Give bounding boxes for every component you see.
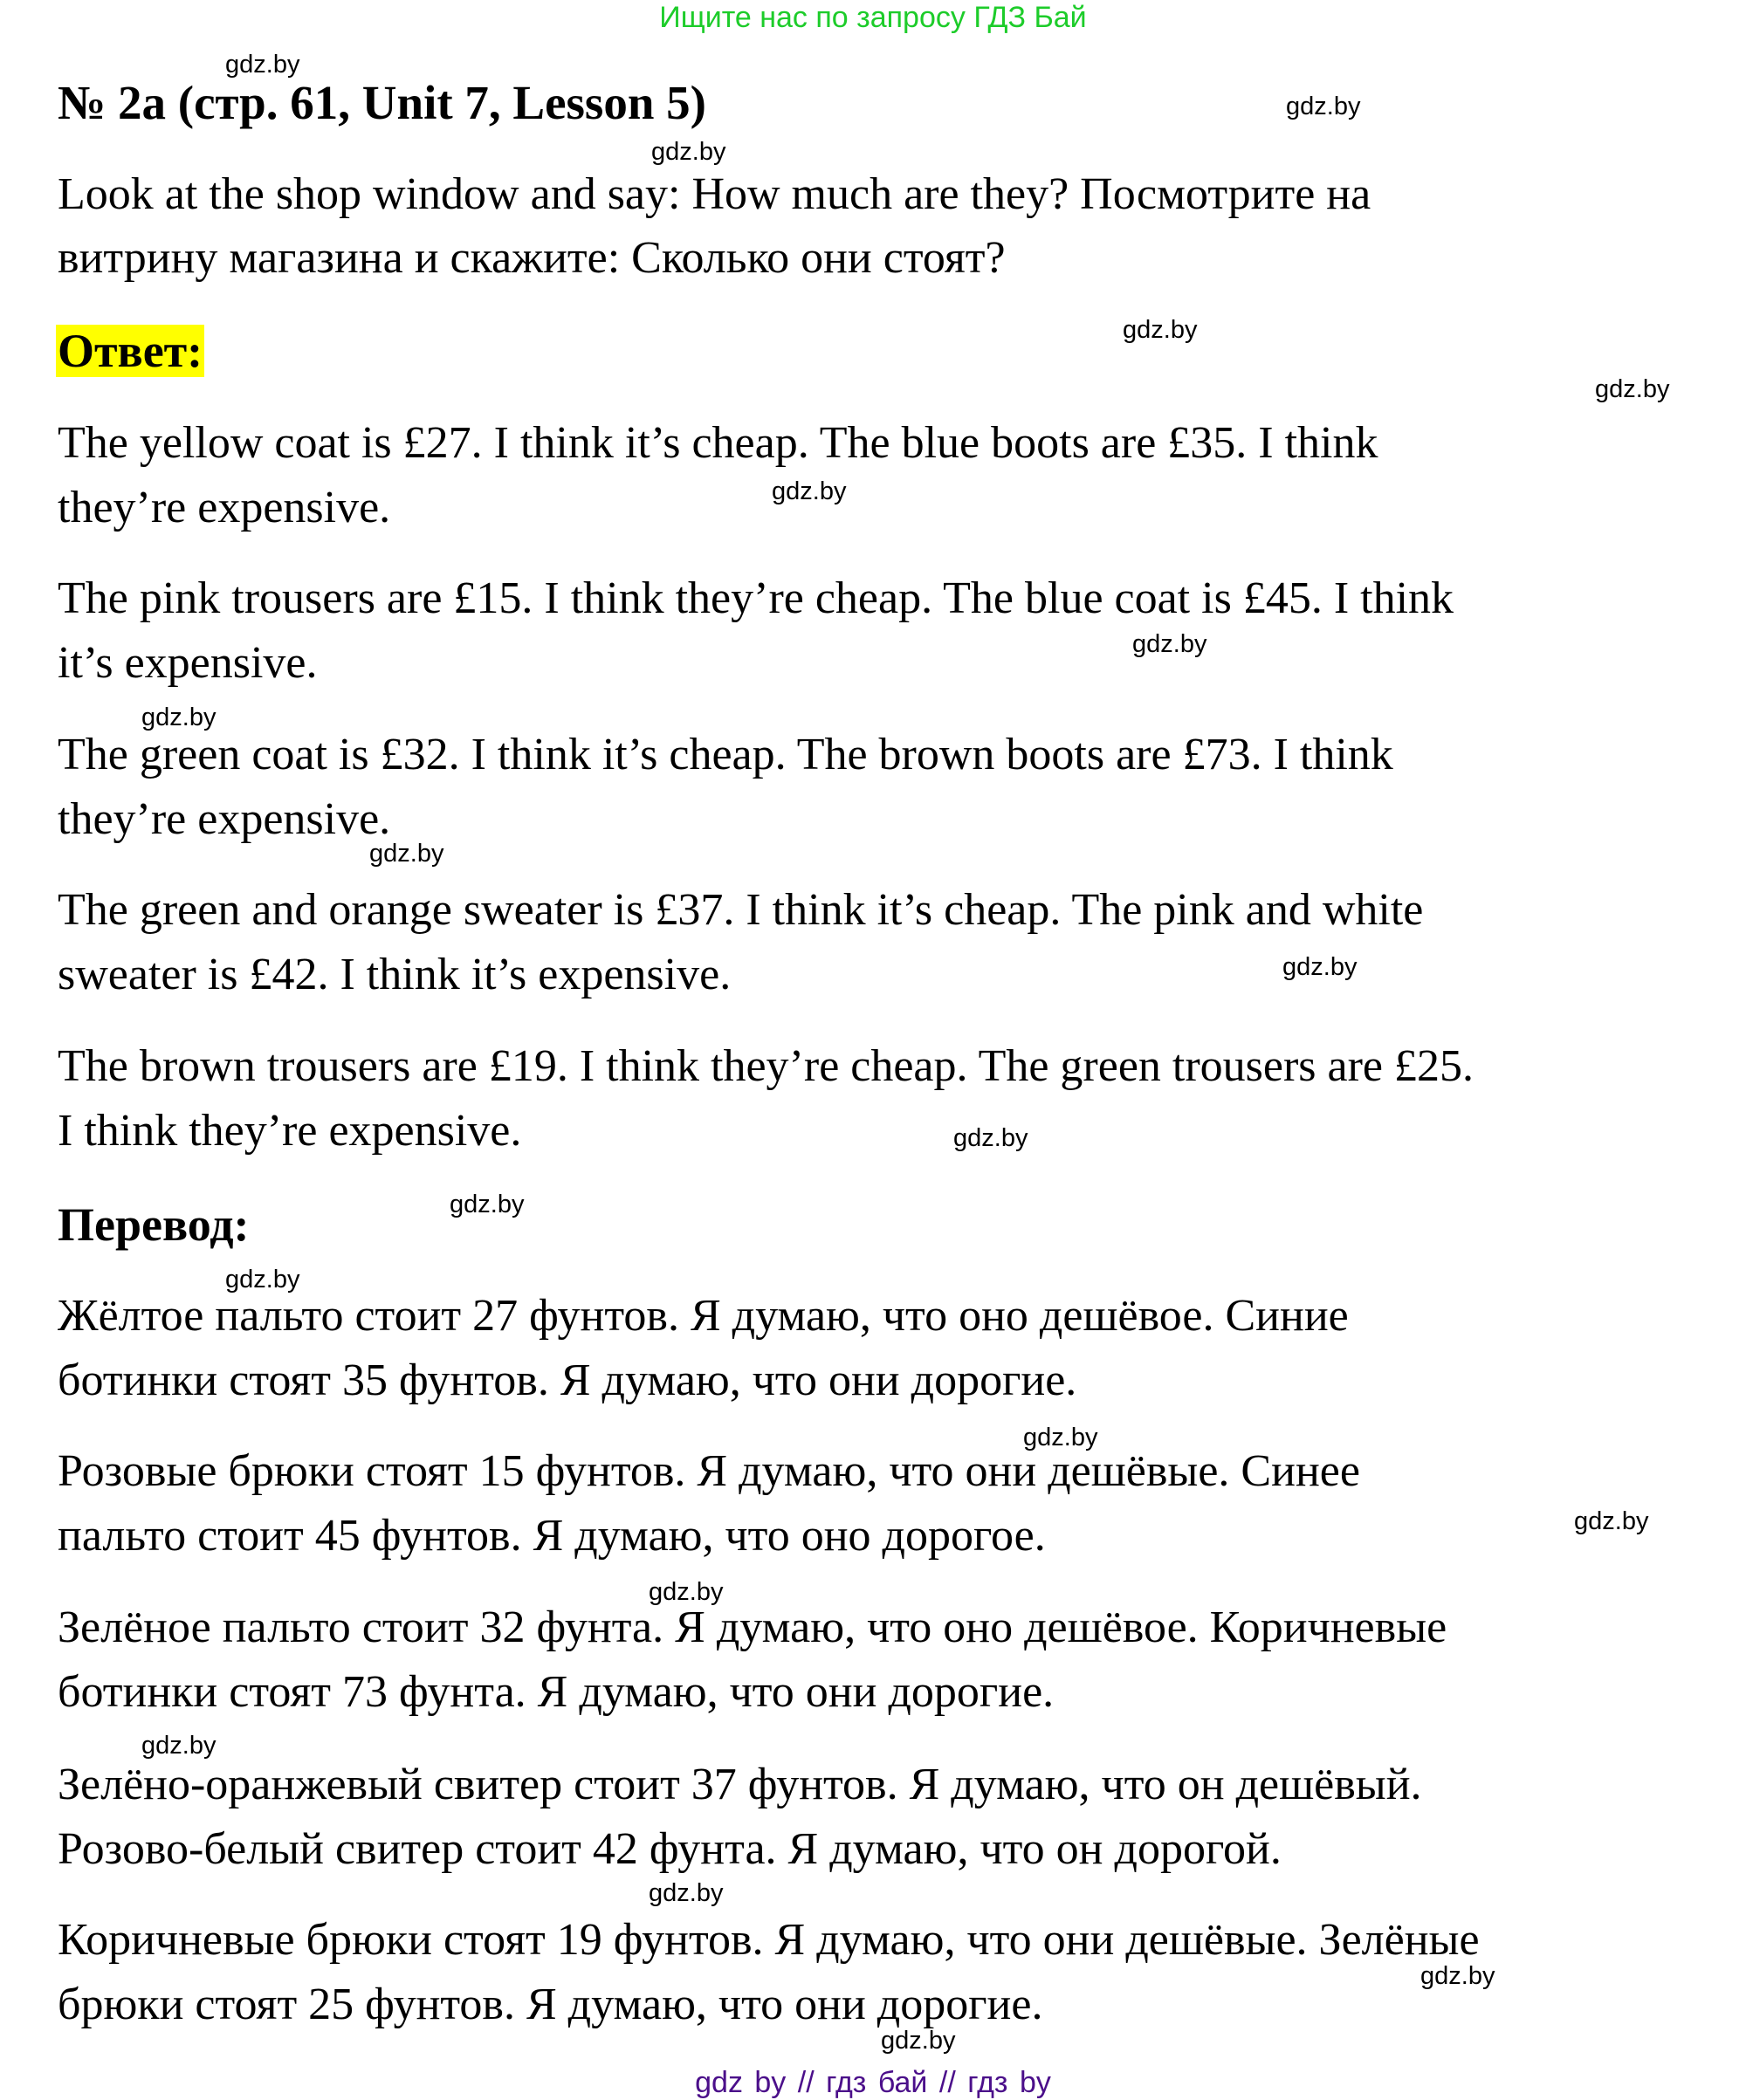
watermark: gdz.by: [1282, 953, 1358, 981]
translation-4-line-2: Розово-белый свитер стоит 42 фунта. Я думаю, что он дорогой.: [58, 1824, 1282, 1874]
translation-5-line-2: брюки стоят 25 фунтов. Я думаю, что они дорогие.: [58, 1980, 1043, 2029]
watermark: gdz.by: [1574, 1507, 1649, 1535]
watermark: gdz.by: [1286, 93, 1361, 120]
answer-4-line-2: sweater is £42. I think it’s expensive.: [58, 950, 732, 999]
answer-5-line-2: I think they’re expensive.: [58, 1106, 522, 1156]
watermark: gdz.by: [772, 477, 847, 505]
translation-4-line-1: Зелёно-оранжевый свитер стоит 37 фунтов. Я думаю, что он дешёвый.: [58, 1760, 1422, 1809]
answer-2-line-1: The pink trousers are £15. I think they’re cheap. The blue coat is £45. I think: [58, 573, 1454, 623]
translation-5-line-1: Коричневые брюки стоят 19 фунтов. Я думаю, что они дешёвые. Зелёные: [58, 1915, 1480, 1965]
answer-5-line-1: The brown trousers are £19. I think they’re cheap. The green trousers are £25.: [58, 1041, 1474, 1091]
translation-3-line-1: Зелёное пальто стоит 32 фунта. Я думаю, что оно дешёвое. Коричневые: [58, 1602, 1447, 1652]
answer-label: Ответ:: [58, 325, 203, 377]
watermark: gdz.by: [369, 840, 444, 868]
translation-3-line-2: ботинки стоят 73 фунта. Я думаю, что они дорогие.: [58, 1667, 1055, 1717]
watermark: gdz.by: [141, 703, 217, 731]
search-banner: Ищите нас по запросу ГДЗ Бай: [659, 1, 1087, 34]
watermark: gdz.by: [1023, 1424, 1098, 1451]
watermark: gdz.by: [1132, 630, 1207, 658]
watermark: gdz.by: [881, 2027, 956, 2055]
task-text-line-1: Look at the shop window and say: How much are they? Посмотрите на: [58, 169, 1371, 219]
translation-label: Перевод:: [58, 1198, 250, 1251]
answer-1-line-1: The yellow coat is £27. I think it’s cheap. The blue boots are £35. I think: [58, 418, 1378, 468]
footer-links: gdz by // гдз бай // гдз by: [695, 2066, 1051, 2099]
answer-3-line-1: The green coat is £32. I think it’s cheap. The brown boots are £73. I think: [58, 730, 1393, 779]
watermark: gdz.by: [651, 138, 726, 166]
watermark: gdz.by: [1595, 375, 1670, 403]
page-title: № 2a (стр. 61, Unit 7, Lesson 5): [58, 76, 706, 129]
watermark: gdz.by: [141, 1732, 217, 1760]
watermark: gdz.by: [953, 1124, 1028, 1152]
watermark: gdz.by: [649, 1578, 724, 1606]
answer-2-line-2: it’s expensive.: [58, 638, 318, 688]
watermark: gdz.by: [225, 51, 300, 79]
watermark: gdz.by: [649, 1879, 724, 1907]
task-text-line-2: витрину магазина и скажите: Сколько они стоят?: [58, 233, 1006, 283]
answer-4-line-1: The green and orange sweater is £37. I think it’s cheap. The pink and white: [58, 885, 1424, 935]
translation-2-line-1: Розовые брюки стоят 15 фунтов. Я думаю, что они дешёвые. Синее: [58, 1446, 1360, 1496]
watermark: gdz.by: [450, 1191, 525, 1218]
watermark: gdz.by: [1123, 316, 1198, 344]
translation-1-line-1: Жёлтое пальто стоит 27 фунтов. Я думаю, что оно дешёвое. Синие: [58, 1291, 1349, 1341]
answer-1-line-2: they’re expensive.: [58, 483, 391, 532]
answer-3-line-2: they’re expensive.: [58, 794, 391, 844]
translation-1-line-2: ботинки стоят 35 фунтов. Я думаю, что они дорогие.: [58, 1355, 1077, 1405]
watermark: gdz.by: [1420, 1962, 1495, 1990]
translation-2-line-2: пальто стоит 45 фунтов. Я думаю, что оно дорогое.: [58, 1511, 1046, 1561]
watermark: gdz.by: [225, 1266, 300, 1294]
